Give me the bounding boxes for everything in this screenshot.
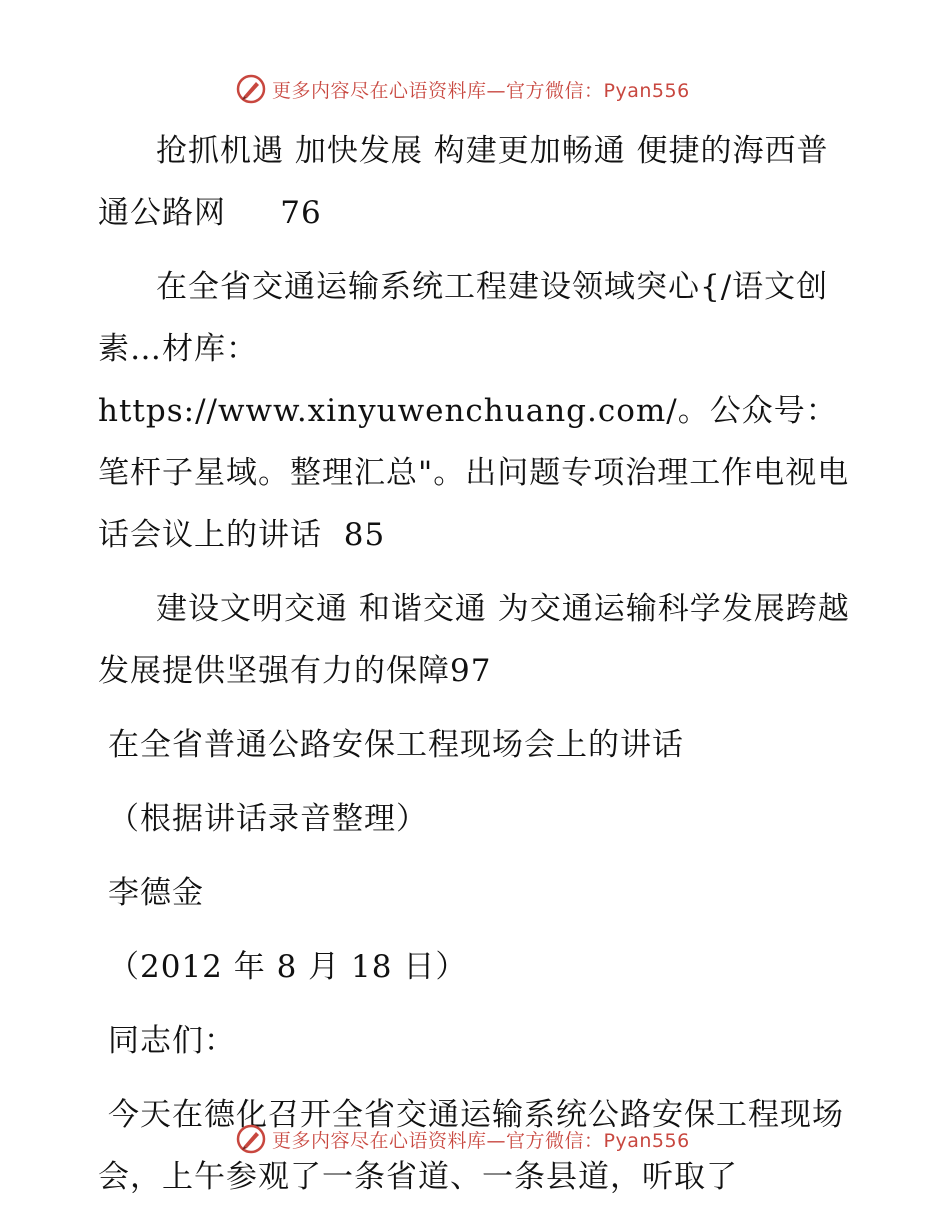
toc-page-number: 97	[450, 653, 492, 689]
pen-logo-icon	[236, 1124, 266, 1154]
pen-logo-icon	[236, 74, 266, 104]
watermark-banner-top	[236, 74, 690, 104]
watermark-text: 更多内容尽在心语资料库—官方微信：Pyan556	[272, 1129, 690, 1152]
watermark-text: 更多内容尽在心语资料库—官方微信：Pyan556	[272, 79, 690, 102]
toc-entry	[98, 578, 858, 702]
speech-title: 在全省普通公路安保工程现场会上的讲话	[108, 727, 684, 763]
toc-entry	[98, 256, 858, 566]
speaker-name: 李德金	[108, 875, 204, 911]
toc-entry-text: 抢抓机遇 加快发展 构建更加畅通 便捷的海西普通公路网	[98, 133, 829, 231]
toc-entry-text: 建设文明交通 和谐交通 为交通运输科学发展跨越发展提供坚强有力的保障	[98, 591, 850, 689]
toc-page-number: 85	[343, 517, 386, 553]
speech-date: （2012 年 8 月 18 日）	[108, 949, 468, 985]
body-paragraph: 今天在德化召开全省交通运输系统公路安保工程现场会，上午参观了一条省道、一条县道，听取了	[98, 1097, 844, 1195]
document-content	[98, 120, 858, 1220]
salutation: 同志们：	[108, 1023, 236, 1059]
speech-note: （根据讲话录音整理）	[108, 801, 428, 837]
watermark-banner-bottom	[236, 1124, 690, 1154]
toc-entry	[98, 120, 858, 244]
toc-entry-text: 在全省交通运输系统工程建设领域突心{/语文创素…材库：https://www.xinyuwenchuang.com/。公众号：笔杆子星域。整理汇总"。出问题专项治理工作电视电话会议上的讲话	[98, 269, 850, 553]
toc-page-number: 76	[280, 195, 322, 231]
